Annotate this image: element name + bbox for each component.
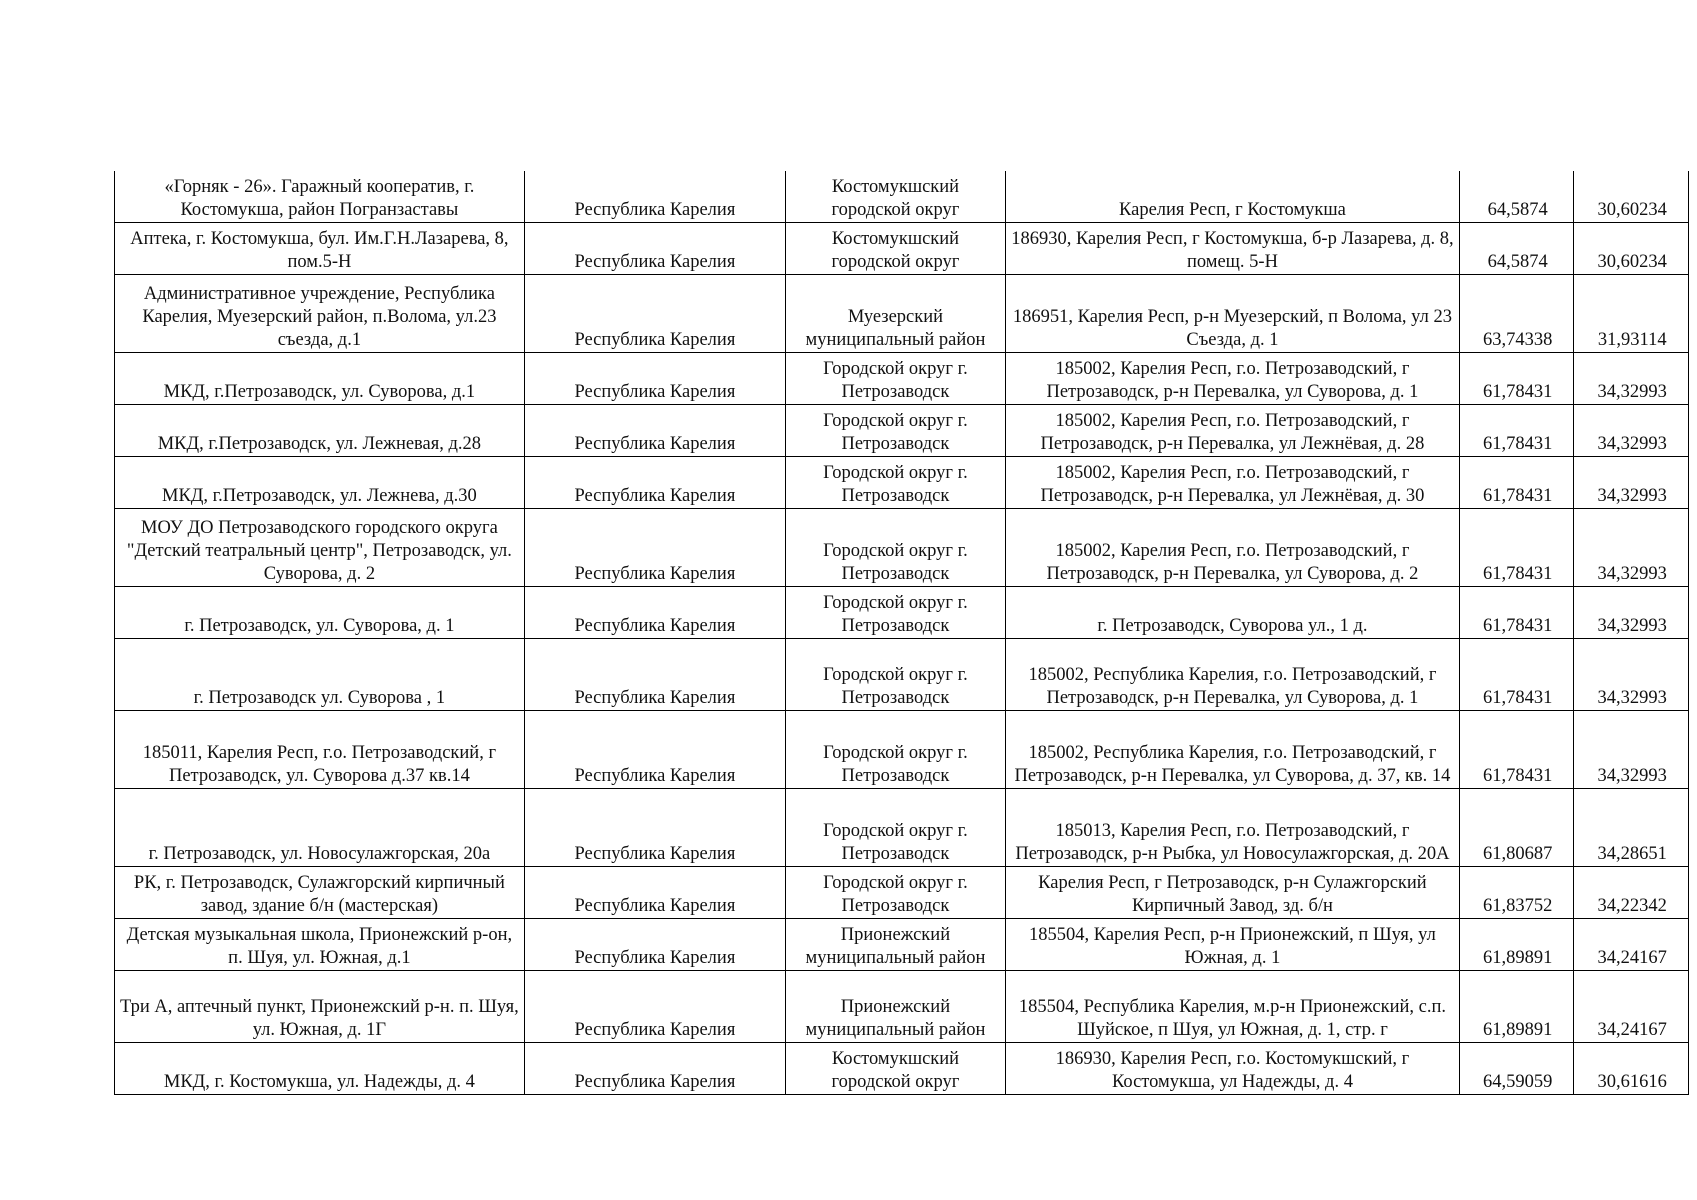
municipality-cell: Прионежский муниципальный район <box>785 918 1005 970</box>
region-cell: Республика Карелия <box>524 456 785 508</box>
longitude-cell: 34,28651 <box>1574 788 1689 866</box>
municipality-cell: Городской округ г. Петрозаводск <box>785 866 1005 918</box>
municipality-cell: Городской округ г. Петрозаводск <box>785 404 1005 456</box>
latitude-cell: 61,78431 <box>1459 710 1574 788</box>
region-cell: Республика Карелия <box>524 586 785 638</box>
region-cell: Республика Карелия <box>524 918 785 970</box>
region-cell: Республика Карелия <box>524 638 785 710</box>
address-cell: 185002, Республика Карелия, г.о. Петрозаводский, г Петрозаводск, р-н Перевалка, ул Суворова, д. 1 <box>1005 638 1459 710</box>
region-cell: Республика Карелия <box>524 970 785 1042</box>
object-name-cell: МКД, г.Петрозаводск, ул. Лежневая, д.28 <box>115 404 525 456</box>
table-row <box>115 274 1689 352</box>
table-row <box>115 508 1689 586</box>
latitude-cell: 64,5874 <box>1459 222 1574 274</box>
region-cell: Республика Карелия <box>524 866 785 918</box>
region-cell: Республика Карелия <box>524 222 785 274</box>
longitude-cell: 30,61616 <box>1574 1042 1689 1094</box>
registry-table <box>114 171 1689 1095</box>
latitude-cell: 63,74338 <box>1459 274 1574 352</box>
object-name-cell: «Горняк - 26». Гаражный кооператив, г. Костомукша, район Погранзаставы <box>115 171 525 222</box>
table-row <box>115 710 1689 788</box>
object-name-cell: МКД, г. Костомукша, ул. Надежды, д. 4 <box>115 1042 525 1094</box>
longitude-cell: 30,60234 <box>1574 222 1689 274</box>
longitude-cell: 34,22342 <box>1574 866 1689 918</box>
municipality-cell: Костомукшский городской округ <box>785 1042 1005 1094</box>
table-row <box>115 918 1689 970</box>
latitude-cell: 64,5874 <box>1459 171 1574 222</box>
table-row <box>115 404 1689 456</box>
longitude-cell: 34,32993 <box>1574 352 1689 404</box>
region-cell: Республика Карелия <box>524 171 785 222</box>
municipality-cell: Прионежский муниципальный район <box>785 970 1005 1042</box>
object-name-cell: Три А, аптечный пункт, Прионежский р-н. п. Шуя, ул. Южная, д. 1Г <box>115 970 525 1042</box>
object-name-cell: РК, г. Петрозаводск, Сулажгорский кирпичный завод, здание б/н (мастерская) <box>115 866 525 918</box>
municipality-cell: Городской округ г. Петрозаводск <box>785 352 1005 404</box>
municipality-cell: Костомукшский городской округ <box>785 171 1005 222</box>
table-row <box>115 586 1689 638</box>
longitude-cell: 34,32993 <box>1574 710 1689 788</box>
latitude-cell: 61,78431 <box>1459 508 1574 586</box>
table-row <box>115 222 1689 274</box>
longitude-cell: 31,93114 <box>1574 274 1689 352</box>
table-row <box>115 788 1689 866</box>
region-cell: Республика Карелия <box>524 788 785 866</box>
object-name-cell: МОУ ДО Петрозаводского городского округа "Детский театральный центр", Петрозаводск, ул. Суворова, д. 2 <box>115 508 525 586</box>
address-cell: 185013, Карелия Респ, г.о. Петрозаводский, г Петрозаводск, р-н Рыбка, ул Новосулажгорская, д. 20А <box>1005 788 1459 866</box>
address-cell: 185002, Карелия Респ, г.о. Петрозаводский, г Петрозаводск, р-н Перевалка, ул Суворова, д. 2 <box>1005 508 1459 586</box>
longitude-cell: 30,60234 <box>1574 171 1689 222</box>
latitude-cell: 61,78431 <box>1459 638 1574 710</box>
object-name-cell: МКД, г.Петрозаводск, ул. Суворова, д.1 <box>115 352 525 404</box>
longitude-cell: 34,32993 <box>1574 638 1689 710</box>
address-cell: 185002, Карелия Респ, г.о. Петрозаводский, г Петрозаводск, р-н Перевалка, ул Лежнёвая, д. 30 <box>1005 456 1459 508</box>
address-cell: Карелия Респ, г Петрозаводск, р-н Сулажгорский Кирпичный Завод, зд. б/н <box>1005 866 1459 918</box>
registry-table-body <box>115 171 1689 1094</box>
object-name-cell: г. Петрозаводск ул. Суворова , 1 <box>115 638 525 710</box>
address-cell: 185504, Республика Карелия, м.р-н Прионежский, с.п. Шуйское, п Шуя, ул Южная, д. 1, стр. г <box>1005 970 1459 1042</box>
region-cell: Республика Карелия <box>524 404 785 456</box>
longitude-cell: 34,32993 <box>1574 586 1689 638</box>
region-cell: Республика Карелия <box>524 352 785 404</box>
municipality-cell: Городской округ г. Петрозаводск <box>785 508 1005 586</box>
latitude-cell: 61,89891 <box>1459 970 1574 1042</box>
municipality-cell: Городской округ г. Петрозаводск <box>785 788 1005 866</box>
object-name-cell: г. Петрозаводск, ул. Суворова, д. 1 <box>115 586 525 638</box>
table-row <box>115 1042 1689 1094</box>
municipality-cell: Городской округ г. Петрозаводск <box>785 710 1005 788</box>
municipality-cell: Городской округ г. Петрозаводск <box>785 638 1005 710</box>
latitude-cell: 61,89891 <box>1459 918 1574 970</box>
table-row <box>115 638 1689 710</box>
table-row <box>115 456 1689 508</box>
municipality-cell: Городской округ г. Петрозаводск <box>785 456 1005 508</box>
longitude-cell: 34,32993 <box>1574 508 1689 586</box>
municipality-cell: Костомукшский городской округ <box>785 222 1005 274</box>
object-name-cell: МКД, г.Петрозаводск, ул. Лежнева, д.30 <box>115 456 525 508</box>
longitude-cell: 34,24167 <box>1574 918 1689 970</box>
municipality-cell: Муезерский муниципальный район <box>785 274 1005 352</box>
address-cell: 185002, Карелия Респ, г.о. Петрозаводский, г Петрозаводск, р-н Перевалка, ул Суворова, д. 1 <box>1005 352 1459 404</box>
address-cell: 186930, Карелия Респ, г Костомукша, б-р Лазарева, д. 8, помещ. 5-Н <box>1005 222 1459 274</box>
region-cell: Республика Карелия <box>524 710 785 788</box>
table-row <box>115 866 1689 918</box>
region-cell: Республика Карелия <box>524 508 785 586</box>
address-cell: 185002, Карелия Респ, г.о. Петрозаводский, г Петрозаводск, р-н Перевалка, ул Лежнёвая, д. 28 <box>1005 404 1459 456</box>
latitude-cell: 61,83752 <box>1459 866 1574 918</box>
object-name-cell: 185011, Карелия Респ, г.о. Петрозаводский, г Петрозаводск, ул. Суворова д.37 кв.14 <box>115 710 525 788</box>
address-cell: 186951, Карелия Респ, р-н Муезерский, п Волома, ул 23 Съезда, д. 1 <box>1005 274 1459 352</box>
municipality-cell: Городской округ г. Петрозаводск <box>785 586 1005 638</box>
latitude-cell: 61,78431 <box>1459 352 1574 404</box>
latitude-cell: 61,78431 <box>1459 586 1574 638</box>
longitude-cell: 34,32993 <box>1574 456 1689 508</box>
address-cell: г. Петрозаводск, Суворова ул., 1 д. <box>1005 586 1459 638</box>
region-cell: Республика Карелия <box>524 274 785 352</box>
object-name-cell: г. Петрозаводск, ул. Новосулажгорская, 20а <box>115 788 525 866</box>
object-name-cell: Аптека, г. Костомукша, бул. Им.Г.Н.Лазарева, 8, пом.5-Н <box>115 222 525 274</box>
latitude-cell: 61,78431 <box>1459 404 1574 456</box>
latitude-cell: 61,78431 <box>1459 456 1574 508</box>
object-name-cell: Административное учреждение, Республика Карелия, Муезерский район, п.Волома, ул.23 съезда, д.1 <box>115 274 525 352</box>
region-cell: Республика Карелия <box>524 1042 785 1094</box>
address-cell: 186930, Карелия Респ, г.о. Костомукшский, г Костомукша, ул Надежды, д. 4 <box>1005 1042 1459 1094</box>
address-cell: 185504, Карелия Респ, р-н Прионежский, п Шуя, ул Южная, д. 1 <box>1005 918 1459 970</box>
latitude-cell: 64,59059 <box>1459 1042 1574 1094</box>
table-row <box>115 970 1689 1042</box>
object-name-cell: Детская музыкальная школа, Прионежский р-он, п. Шуя, ул. Южная, д.1 <box>115 918 525 970</box>
longitude-cell: 34,32993 <box>1574 404 1689 456</box>
table-row <box>115 171 1689 222</box>
address-cell: Карелия Респ, г Костомукша <box>1005 171 1459 222</box>
address-cell: 185002, Республика Карелия, г.о. Петрозаводский, г Петрозаводск, р-н Перевалка, ул Суворова, д. 37, кв. 14 <box>1005 710 1459 788</box>
table-row <box>115 352 1689 404</box>
latitude-cell: 61,80687 <box>1459 788 1574 866</box>
longitude-cell: 34,24167 <box>1574 970 1689 1042</box>
